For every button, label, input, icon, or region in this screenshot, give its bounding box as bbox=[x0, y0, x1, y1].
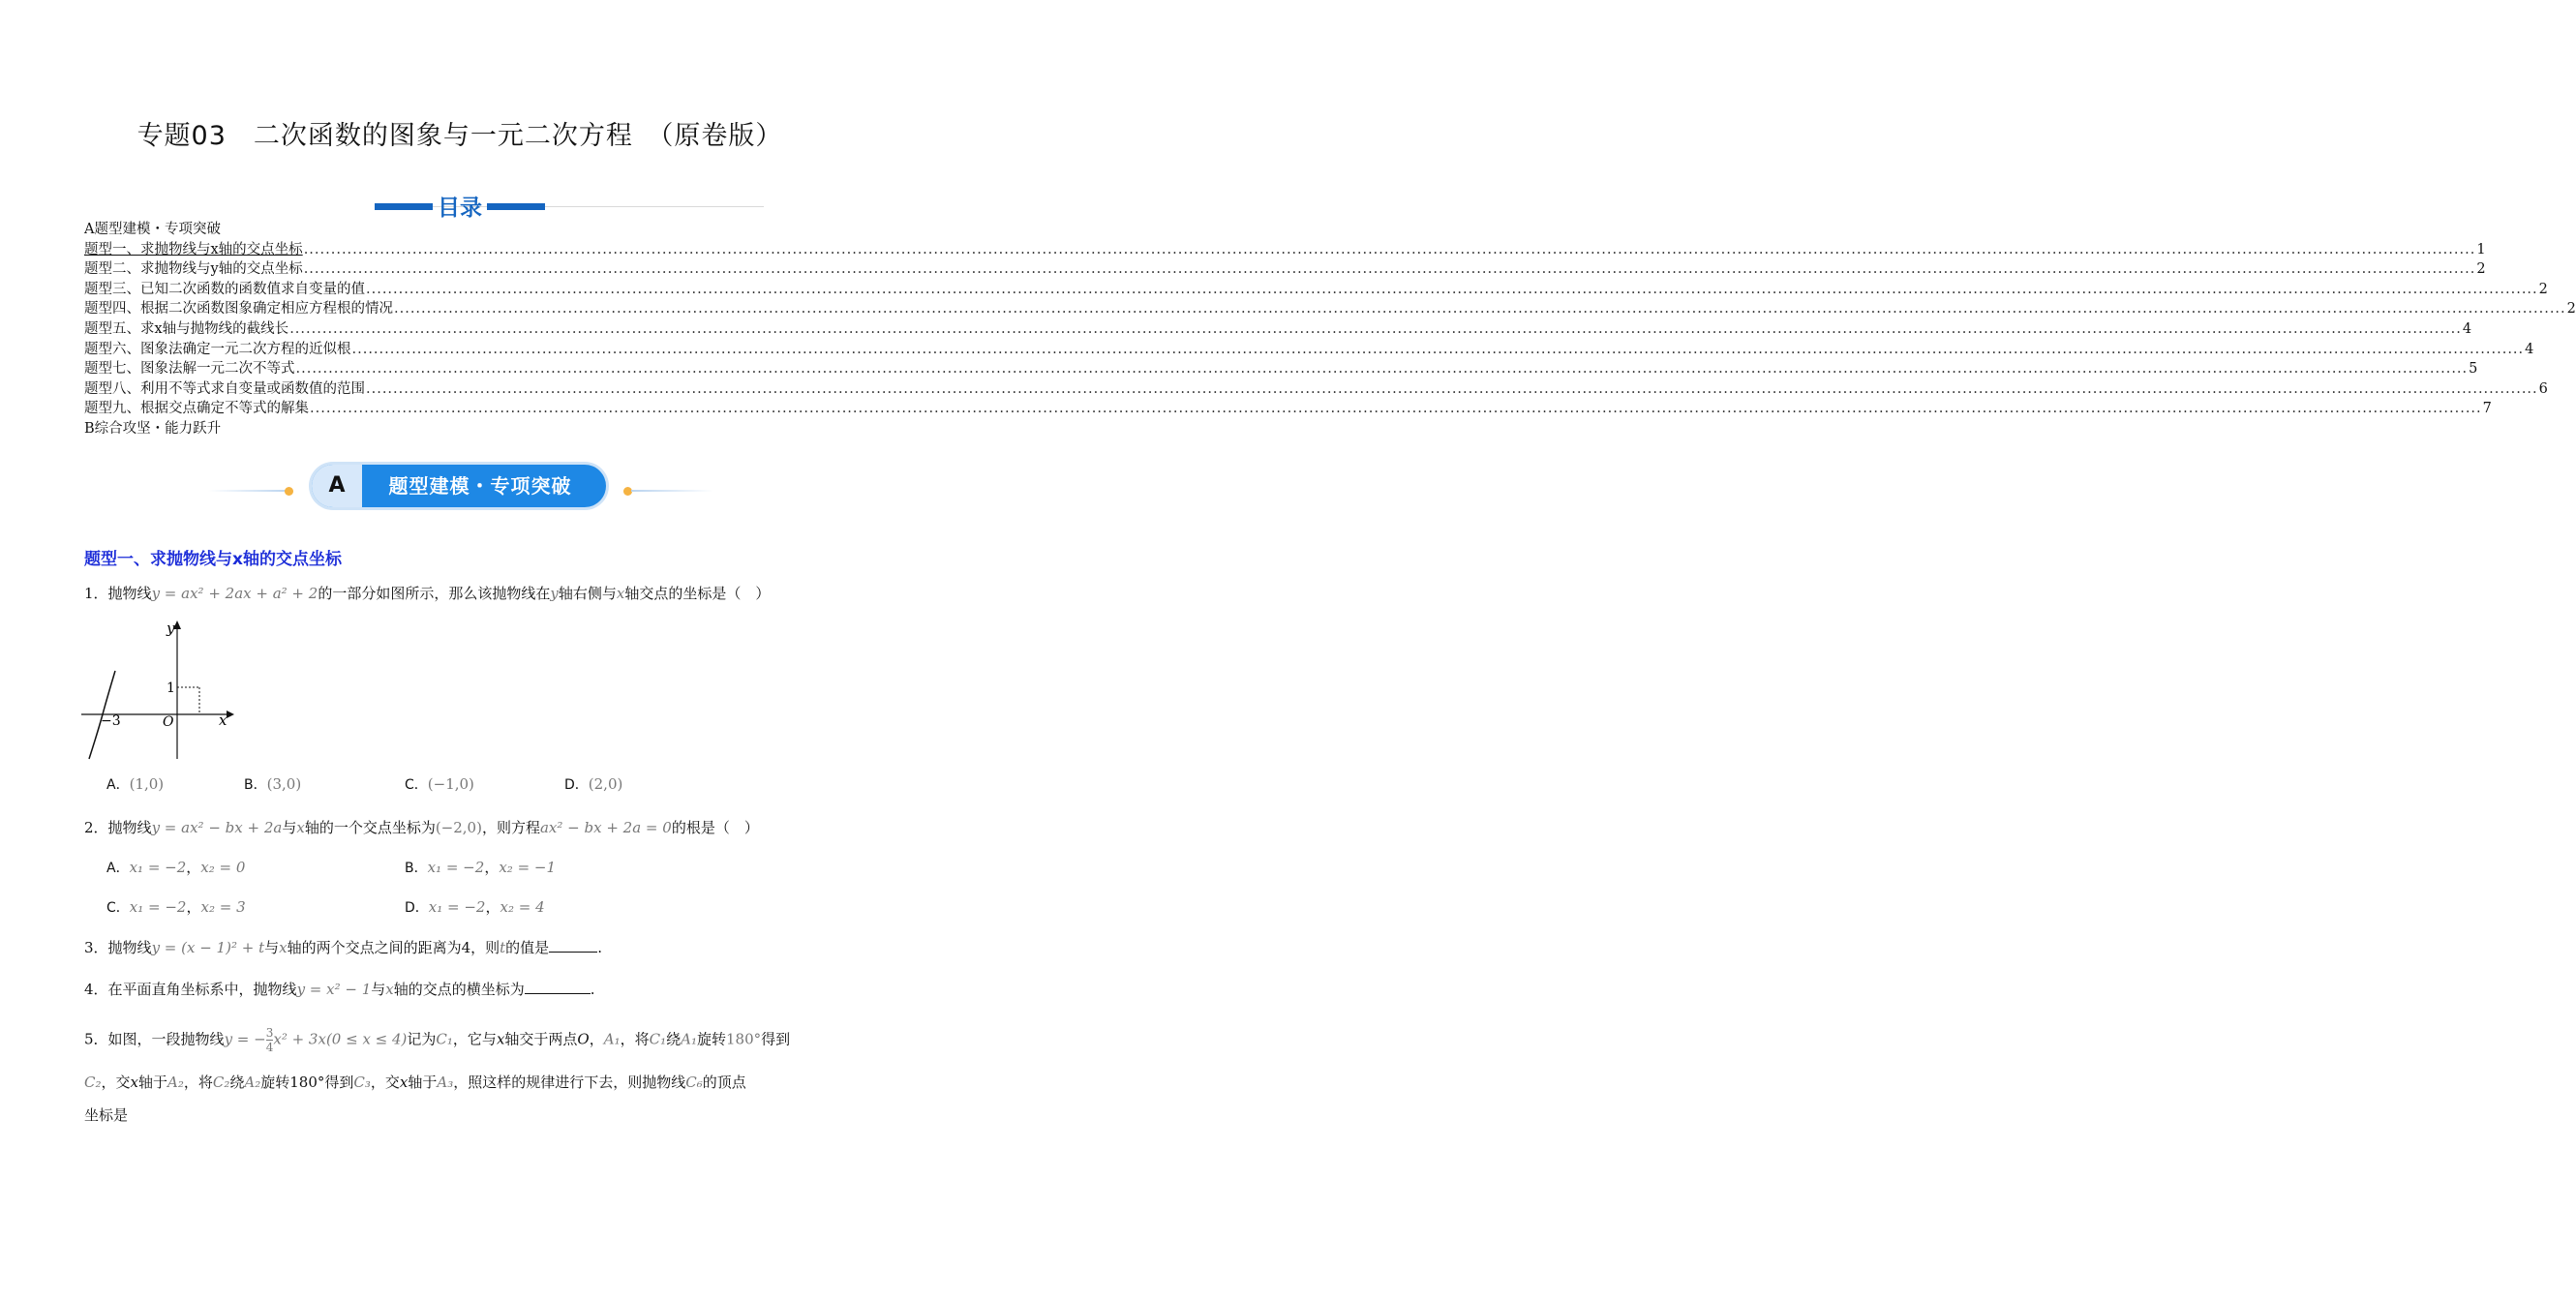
toc-section-b: B综合攻坚・能力跃升 bbox=[84, 420, 222, 437]
toc-item-label: 题型一、求抛物线与x轴的交点坐标 bbox=[84, 241, 303, 257]
q1-option-a[interactable]: A．(1,0) bbox=[106, 775, 165, 793]
banner-line-right bbox=[631, 490, 713, 492]
page-title: 专题03 二次函数的图象与一元二次方程 （原卷版） bbox=[136, 121, 783, 151]
q4-formula: y = x² − 1 bbox=[296, 981, 372, 998]
toc-item-page: 4 bbox=[2525, 341, 2534, 357]
q2-option-d[interactable]: D．x₁ = −2，x₂ = 4 bbox=[405, 898, 545, 916]
toc-item-label: 题型四、根据二次函数图象确定相应方程根的情况 bbox=[84, 301, 393, 318]
q2-formula: y = ax² − bx + 2a bbox=[151, 819, 283, 836]
toc-item[interactable] bbox=[84, 299, 2576, 319]
toc-item-label: 题型二、求抛物线与y轴的交点坐标 bbox=[84, 261, 303, 278]
toc-item-label: 题型六、图象法确定一元二次方程的近似根 bbox=[84, 341, 351, 357]
toc-item-page: 4 bbox=[2462, 320, 2472, 337]
question-2: 2．抛物线y = ax² − bx + 2a与x轴的一个交点坐标为(−2,0)，则方程ax² − bx + 2a = 0的根是（ ） bbox=[84, 819, 759, 836]
toc-item[interactable] bbox=[84, 340, 2534, 360]
x-axis-label: x bbox=[219, 711, 227, 729]
q1-option-c[interactable]: C．(−1,0) bbox=[405, 775, 474, 793]
tick-label-1: 1 bbox=[167, 681, 175, 696]
q3-answer-blank[interactable] bbox=[549, 938, 597, 953]
q2-option-c[interactable]: C．x₁ = −2，x₂ = 3 bbox=[106, 898, 246, 916]
toc-item-page: 2 bbox=[2538, 281, 2548, 297]
q3-formula: y = (x − 1)² + t bbox=[151, 939, 265, 956]
toc-item-page: 6 bbox=[2538, 380, 2548, 397]
toc-item-page: 7 bbox=[2482, 401, 2492, 417]
section-heading: 题型一、求抛物线与x轴的交点坐标 bbox=[84, 550, 342, 569]
q1-formula: y = ax² + 2ax + a² + 2 bbox=[151, 585, 318, 602]
question-1: 1．抛物线y = ax² + 2ax + a² + 2的一部分如图所示，那么该抛物线在y轴右侧与x轴交点的坐标是（ ） bbox=[84, 585, 771, 602]
toc-section-a: A题型建模・专项突破 bbox=[84, 222, 221, 237]
y-axis-label: y bbox=[167, 620, 175, 637]
toc-item-page: 5 bbox=[2469, 361, 2478, 378]
q1-option-b[interactable]: B．(3,0) bbox=[244, 775, 302, 793]
toc-item[interactable] bbox=[84, 379, 2548, 400]
toc-leader-dots: ................................................................................................................................................................................................................................................................................................................................................................................................................ bbox=[295, 361, 2469, 378]
toc-item-page: 2 bbox=[2476, 261, 2486, 278]
toc-item[interactable] bbox=[84, 399, 2492, 419]
toc-item[interactable] bbox=[84, 319, 2472, 340]
toc-leader-dots: ................................................................................................................................................................................................................................................................................................................................................................................................................ bbox=[394, 301, 2566, 318]
toc-bar-right bbox=[487, 203, 545, 210]
toc-leader-dots: ................................................................................................................................................................................................................................................................................................................................................................................................................ bbox=[366, 281, 2538, 297]
toc-leader-dots: ................................................................................................................................................................................................................................................................................................................................................................................................................ bbox=[303, 261, 2476, 278]
toc-item[interactable] bbox=[84, 240, 2486, 260]
tick-label-neg3: −3 bbox=[101, 713, 121, 729]
banner-letter: A bbox=[312, 465, 362, 507]
q1-option-d[interactable]: D．(2,0) bbox=[564, 775, 623, 793]
question-3: 3．抛物线y = (x − 1)² + t与x轴的两个交点之间的距离为4，则t的值是 . bbox=[84, 939, 602, 956]
banner-text: 题型建模・专项突破 bbox=[388, 474, 572, 498]
toc-item[interactable] bbox=[84, 359, 2478, 379]
x-axis-arrow-icon bbox=[227, 711, 234, 718]
banner-dot-left bbox=[285, 487, 293, 496]
toc-item-label: 题型五、求x轴与抛物线的截线长 bbox=[84, 320, 289, 337]
toc-heading: 目录 bbox=[438, 196, 482, 221]
toc-leader-dots: ................................................................................................................................................................................................................................................................................................................................................................................................................ bbox=[289, 320, 2462, 337]
toc-leader-dots: ................................................................................................................................................................................................................................................................................................................................................................................................................ bbox=[310, 401, 2482, 417]
toc-item[interactable] bbox=[84, 259, 2486, 280]
toc-item-page: 1 bbox=[2476, 241, 2486, 257]
q2-equation: ax² − bx + 2a = 0 bbox=[539, 819, 672, 836]
table-of-contents bbox=[84, 220, 2576, 439]
toc-leader-dots: ................................................................................................................................................................................................................................................................................................................................................................................................................ bbox=[366, 380, 2538, 397]
origin-label: O bbox=[163, 714, 174, 730]
toc-item-label: 题型九、根据交点确定不等式的解集 bbox=[84, 401, 309, 417]
q2-option-a[interactable]: A．x₁ = −2，x₂ = 0 bbox=[106, 859, 246, 876]
question-5-line-2: C₂，交x轴于A₂，将C₂绕A₂旋转180°得到C₃，交x轴于A₃，照这样的规律进行下去，则抛物线C₆的顶点 bbox=[84, 1074, 746, 1091]
toc-leader-dots: ................................................................................................................................................................................................................................................................................................................................................................................................................ bbox=[303, 241, 2476, 257]
toc-item-label: 题型七、图象法解一元二次不等式 bbox=[84, 361, 295, 378]
toc-item-label: 题型八、利用不等式求自变量或函数值的范围 bbox=[84, 380, 365, 397]
question-4: 4．在平面直角坐标系中，抛物线y = x² − 1与x轴的交点的横坐标为 . bbox=[84, 981, 595, 998]
q2-option-b[interactable]: B．x₁ = −2，x₂ = −1 bbox=[405, 859, 557, 876]
q4-answer-blank[interactable] bbox=[525, 980, 591, 994]
q5-fraction: $\frac{3}{4}$ bbox=[265, 1026, 274, 1054]
question-5-line-1: 5．如图，一段抛物线y = − $\frac{3}{4}$ x² + 3x(0 ≤ x ≤ 4)记为C₁，它与x轴交于两点O，A₁，将C₁绕A₁旋转180°得到 bbox=[84, 1026, 791, 1054]
toc-bar-left bbox=[375, 203, 433, 210]
toc-leader-dots: ................................................................................................................................................................................................................................................................................................................................................................................................................ bbox=[351, 341, 2525, 357]
question-5-line-3: 坐标是 bbox=[84, 1106, 129, 1124]
banner-line-left bbox=[208, 490, 290, 492]
toc-item-label: 题型三、已知二次函数的函数值求自变量的值 bbox=[84, 281, 365, 297]
toc-item-page: 2 bbox=[2566, 301, 2576, 318]
toc-item[interactable] bbox=[84, 280, 2548, 300]
q1-graph-figure bbox=[81, 618, 236, 761]
